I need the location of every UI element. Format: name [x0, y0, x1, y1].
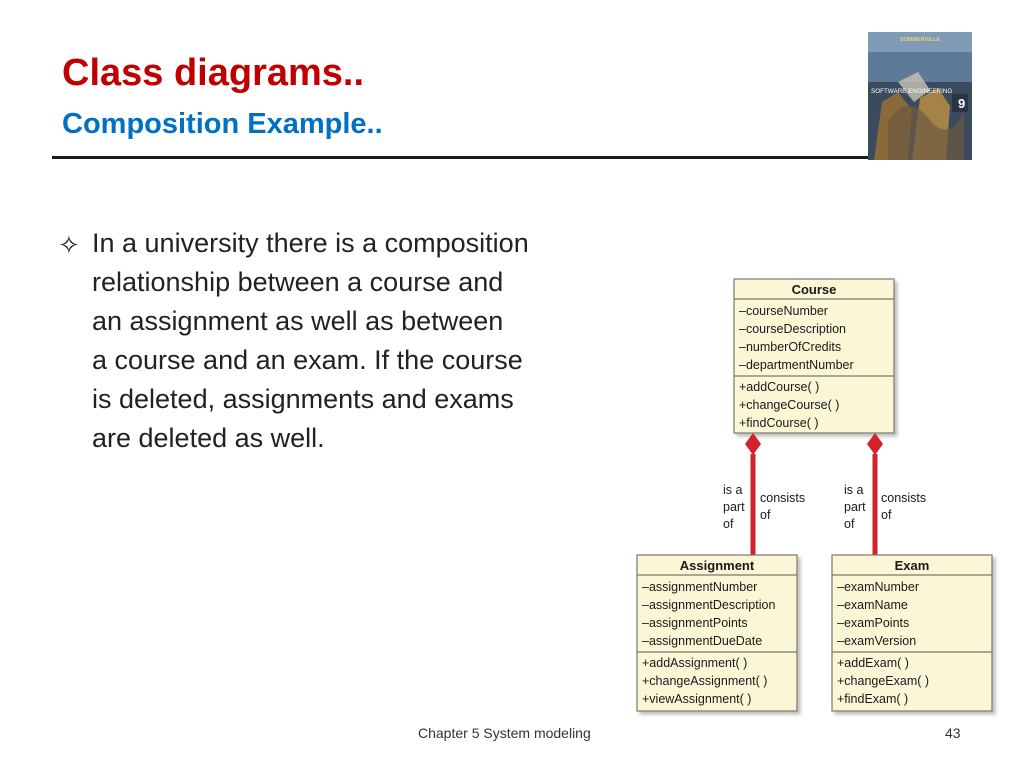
class-operation: +addCourse( ) — [739, 380, 820, 394]
class-exam — [832, 555, 992, 711]
role-label: of — [760, 508, 771, 522]
class-attribute: –numberOfCredits — [739, 340, 842, 354]
composition-diamond-icon — [745, 433, 761, 455]
class-attribute: –examNumber — [837, 580, 919, 594]
class-operation: +addExam( ) — [837, 656, 909, 670]
slide-subtitle: Composition Example.. — [62, 108, 383, 140]
title-divider — [52, 156, 872, 159]
role-label: is a — [723, 483, 743, 497]
class-attribute: –assignmentDueDate — [642, 634, 763, 648]
class-attribute: –assignmentNumber — [642, 580, 758, 594]
class-course — [734, 279, 894, 433]
class-name: Exam — [894, 558, 930, 573]
composition-course-assignment — [723, 433, 805, 555]
uml-class-diagram — [615, 270, 1000, 720]
class-name: Course — [791, 282, 837, 297]
class-operation: +changeAssignment( ) — [642, 674, 768, 688]
bullet-line: are deleted as well. — [92, 423, 325, 453]
class-name: Assignment — [679, 558, 755, 573]
class-attribute: –examPoints — [837, 616, 910, 630]
role-label: part — [844, 500, 866, 514]
class-attribute: –assignmentPoints — [642, 616, 748, 630]
cover-title-text: SOFTWARE ENGINEERING — [871, 88, 953, 95]
bullet-line: is deleted, assignments and exams — [92, 384, 514, 414]
composition-diamond-icon — [867, 433, 883, 455]
bullet-icon: ✧ — [58, 230, 80, 260]
role-label: consists — [881, 491, 927, 505]
cover-edition-text: 9 — [958, 96, 966, 111]
class-operation: +findExam( ) — [837, 692, 909, 706]
class-attribute: –assignmentDescription — [642, 598, 776, 612]
class-attribute: –departmentNumber — [739, 358, 854, 372]
role-label: of — [723, 517, 734, 531]
class-attribute: –examName — [837, 598, 908, 612]
role-label: part — [723, 500, 745, 514]
role-label: of — [881, 508, 892, 522]
class-attribute: –courseNumber — [739, 304, 828, 318]
class-operation: +findCourse( ) — [739, 416, 819, 430]
role-label: of — [844, 517, 855, 531]
class-attribute: –courseDescription — [739, 322, 846, 336]
cover-publisher-text: SOMMERVILLE — [899, 37, 941, 43]
bullet-line: relationship between a course and — [92, 267, 504, 297]
bullet-line: In a university there is a composition — [92, 228, 529, 258]
role-label: is a — [844, 483, 864, 497]
page-number: 43 — [945, 725, 961, 741]
class-assignment — [637, 555, 797, 711]
class-operation: +changeExam( ) — [837, 674, 930, 688]
slide-footer: Chapter 5 System modeling — [418, 725, 591, 741]
bullet-line: an assignment as well as between — [92, 306, 504, 336]
role-label: consists — [760, 491, 806, 505]
bullet-line: a course and an exam. If the course — [92, 345, 523, 375]
class-operation: +addAssignment( ) — [642, 656, 748, 670]
class-operation: +changeCourse( ) — [739, 398, 840, 412]
class-operation: +viewAssignment( ) — [642, 692, 752, 706]
slide-title: Class diagrams.. — [62, 52, 365, 94]
composition-course-exam — [844, 433, 926, 555]
class-attribute: –examVersion — [837, 634, 917, 648]
book-cover-image — [868, 32, 972, 160]
